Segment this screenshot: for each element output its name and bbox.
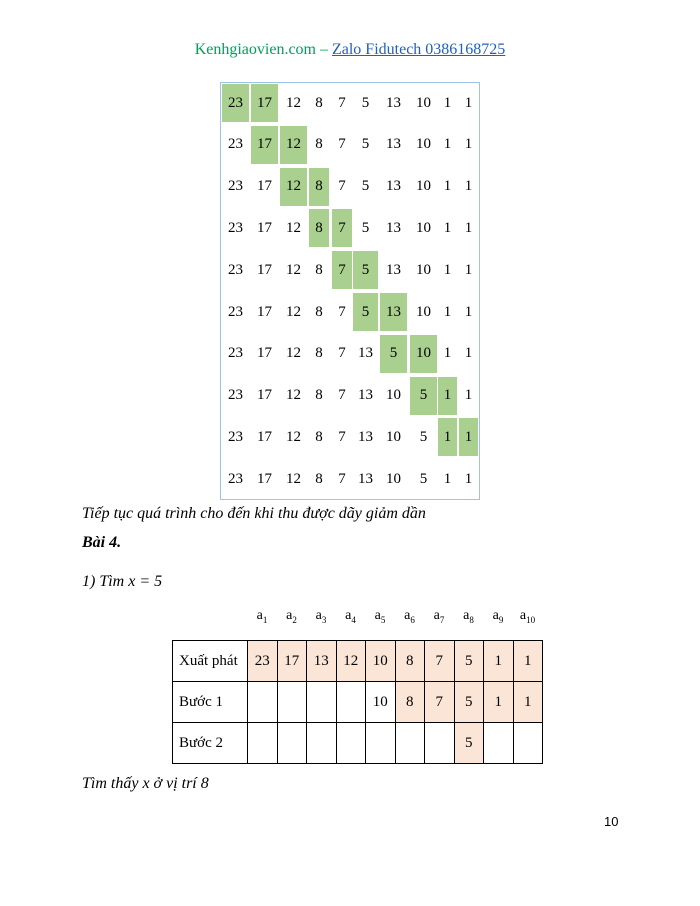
grid-cell: 5: [419, 470, 428, 487]
index-label: $a_6$: [404, 608, 415, 625]
grid-cell: 12: [286, 94, 301, 111]
grid-cell: 10: [416, 261, 431, 278]
grid-cell: 7: [338, 178, 346, 195]
table-cell: [395, 723, 425, 764]
grid-cell: 8: [308, 167, 330, 207]
grid-cell: 23: [228, 303, 243, 320]
grid-cell: 23: [228, 345, 243, 362]
zalo-link[interactable]: Zalo Fidutech 0386168725: [331, 41, 506, 58]
table-cell: 5: [454, 641, 484, 682]
grid-cell: 7: [338, 136, 346, 153]
grid-cell: 12: [279, 167, 308, 207]
grid-cell: 17: [250, 125, 279, 165]
table-cell: 8: [395, 641, 425, 682]
grid-cell: 23: [221, 83, 250, 123]
table-cell: 12: [336, 641, 366, 682]
grid-cell: 5: [352, 292, 379, 332]
grid-cell: 12: [286, 303, 301, 320]
grid-cell: 8: [315, 470, 323, 487]
index-label: $a_4$: [345, 608, 356, 625]
grid-cell: 1: [464, 219, 473, 236]
table-row: [173, 682, 543, 723]
index-label: $a_8$: [463, 608, 474, 625]
grid-cell: 17: [257, 470, 272, 487]
grid-cell: 13: [386, 261, 401, 278]
grid-cell: 8: [315, 136, 323, 153]
grid-cell: 8: [315, 303, 323, 320]
grid-cell: 1: [464, 303, 473, 320]
table-cell: [307, 682, 337, 723]
grid-cell: 1: [437, 417, 458, 457]
grid-cell: 1: [464, 470, 473, 487]
grid-cell: 5: [361, 219, 370, 236]
grid-cell: 1: [464, 94, 473, 111]
row-label: Xuất phát: [173, 641, 248, 682]
row-label: Bước 2: [173, 723, 248, 764]
grid-cell: 7: [331, 208, 353, 248]
grid-cell: 17: [257, 178, 272, 195]
grid-cell: 17: [257, 345, 272, 362]
grid-cell: 13: [358, 428, 373, 445]
grid-cell: 17: [257, 219, 272, 236]
search-table: [172, 640, 543, 764]
table-cell: [277, 682, 307, 723]
section-title: Bài 4.: [82, 534, 122, 551]
grid-cell: 1: [443, 94, 452, 111]
site-name[interactable]: Kenhgiaovien.com: [194, 41, 316, 58]
table-cell: 7: [425, 641, 455, 682]
grid-cell: 17: [257, 428, 272, 445]
table-cell: [277, 723, 307, 764]
table-cell: 1: [513, 641, 543, 682]
grid-cell: 1: [443, 345, 452, 362]
grid-cell: 23: [228, 178, 243, 195]
grid-cell: 1: [464, 345, 473, 362]
grid-cell: 17: [257, 387, 272, 404]
table-cell: 1: [513, 682, 543, 723]
grid-cell: 7: [338, 345, 346, 362]
table-cell: 10: [366, 682, 396, 723]
grid-cell: 5: [361, 136, 370, 153]
grid-cell: 1: [464, 261, 473, 278]
grid-cell: 10: [386, 470, 401, 487]
grid-cell: 17: [250, 83, 279, 123]
grid-cell: 5: [361, 94, 370, 111]
table-cell: [484, 723, 514, 764]
grid-cell: 8: [315, 428, 323, 445]
grid-cell: 12: [286, 345, 301, 362]
grid-cell: 8: [315, 94, 323, 111]
subtitle: 1) Tìm x = 5: [82, 573, 163, 590]
table-cell: 1: [484, 641, 514, 682]
grid-cell: 7: [338, 470, 346, 487]
index-label: $a_7$: [433, 608, 445, 625]
grid-cell: 7: [338, 94, 346, 111]
grid-cell: 7: [331, 250, 353, 290]
grid-cell: 5: [352, 250, 379, 290]
grid-cell: 17: [257, 303, 272, 320]
grid-cell: 8: [315, 387, 323, 404]
table-cell: 7: [425, 682, 455, 723]
table-cell: [248, 723, 278, 764]
page-number: 10: [604, 814, 619, 829]
table-cell: [513, 723, 543, 764]
grid-cell: 1: [437, 376, 458, 416]
grid-cell: 10: [416, 178, 431, 195]
grid-cell: 5: [409, 376, 438, 416]
table-cell: 17: [277, 641, 307, 682]
table-cell: [425, 723, 455, 764]
grid-cell: 10: [386, 428, 401, 445]
index-label: $a_5$: [374, 608, 386, 625]
table-cell: 1: [484, 682, 514, 723]
row-label: Bước 1: [173, 682, 248, 723]
grid-cell: 1: [458, 417, 479, 457]
grid-cell: 10: [416, 303, 431, 320]
table-cell: 8: [395, 682, 425, 723]
table-cell: 13: [307, 641, 337, 682]
grid-cell: 23: [228, 470, 243, 487]
bubble-sort-grid: [220, 82, 480, 500]
grid-cell: 8: [315, 345, 323, 362]
grid-cell: 13: [386, 136, 401, 153]
table-cell: 23: [248, 641, 278, 682]
grid-cell: 12: [286, 219, 301, 236]
grid-cell: 1: [443, 261, 452, 278]
table-cell: [307, 723, 337, 764]
grid-cell: 13: [358, 470, 373, 487]
grid-cell: 12: [286, 261, 301, 278]
grid-cell: 1: [464, 387, 473, 404]
table-cell: 10: [366, 641, 396, 682]
grid-cell: 23: [228, 136, 243, 153]
table-row: [173, 723, 543, 764]
grid-cell: 23: [228, 428, 243, 445]
grid-cell: 10: [416, 219, 431, 236]
grid-cell: 10: [416, 94, 431, 111]
grid-cell: 23: [228, 261, 243, 278]
grid-cell: 5: [379, 334, 408, 374]
grid-cell: 12: [286, 428, 301, 445]
grid-cell: 1: [443, 136, 452, 153]
grid-cell: 12: [286, 387, 301, 404]
grid-cell: 1: [443, 219, 452, 236]
grid-cell: 8: [308, 208, 330, 248]
grid-cell: 13: [386, 178, 401, 195]
grid-cell: 5: [361, 178, 370, 195]
grid-cell: 12: [279, 125, 308, 165]
grid-cell: 10: [386, 387, 401, 404]
grid-cell: 23: [228, 387, 243, 404]
grid-cell: 13: [358, 387, 373, 404]
table-cell: [366, 723, 396, 764]
grid-cell: 8: [315, 261, 323, 278]
grid-cell: 13: [386, 219, 401, 236]
continue-text: Tiếp tục quá trình cho đến khi thu được dãy giảm dần: [82, 505, 426, 522]
grid-cell: 1: [443, 303, 452, 320]
index-label: $a_1$: [256, 608, 268, 625]
grid-cell: 17: [257, 261, 272, 278]
table-cell: 5: [454, 682, 484, 723]
grid-cell: 1: [464, 178, 473, 195]
grid-cell: 13: [379, 292, 408, 332]
grid-cell: 1: [443, 470, 452, 487]
table-cell: [336, 682, 366, 723]
header-dash: –: [315, 41, 332, 58]
grid-cell: 7: [338, 303, 346, 320]
grid-cell: 13: [358, 345, 373, 362]
grid-cell: 7: [338, 428, 346, 445]
grid-cell: 12: [286, 470, 301, 487]
index-label: $a_{10}$: [519, 608, 536, 625]
grid-cell: 1: [464, 136, 473, 153]
grid-cell: 7: [338, 387, 346, 404]
grid-cell: 10: [409, 334, 438, 374]
index-label: $a_9$: [492, 608, 504, 625]
result-text: Tìm thấy x ở vị trí 8: [82, 775, 209, 792]
grid-cell: 10: [416, 136, 431, 153]
grid-cell: 23: [228, 219, 243, 236]
grid-cell: 5: [419, 428, 428, 445]
page-header: [0, 40, 700, 60]
index-label: $a_3$: [315, 608, 327, 625]
table-row: [173, 641, 543, 682]
index-label: $a_2$: [286, 608, 297, 625]
grid-cell: 13: [386, 94, 401, 111]
table-cell: [248, 682, 278, 723]
grid-cell: 1: [443, 178, 452, 195]
table-cell: [336, 723, 366, 764]
table-cell: 5: [454, 723, 484, 764]
